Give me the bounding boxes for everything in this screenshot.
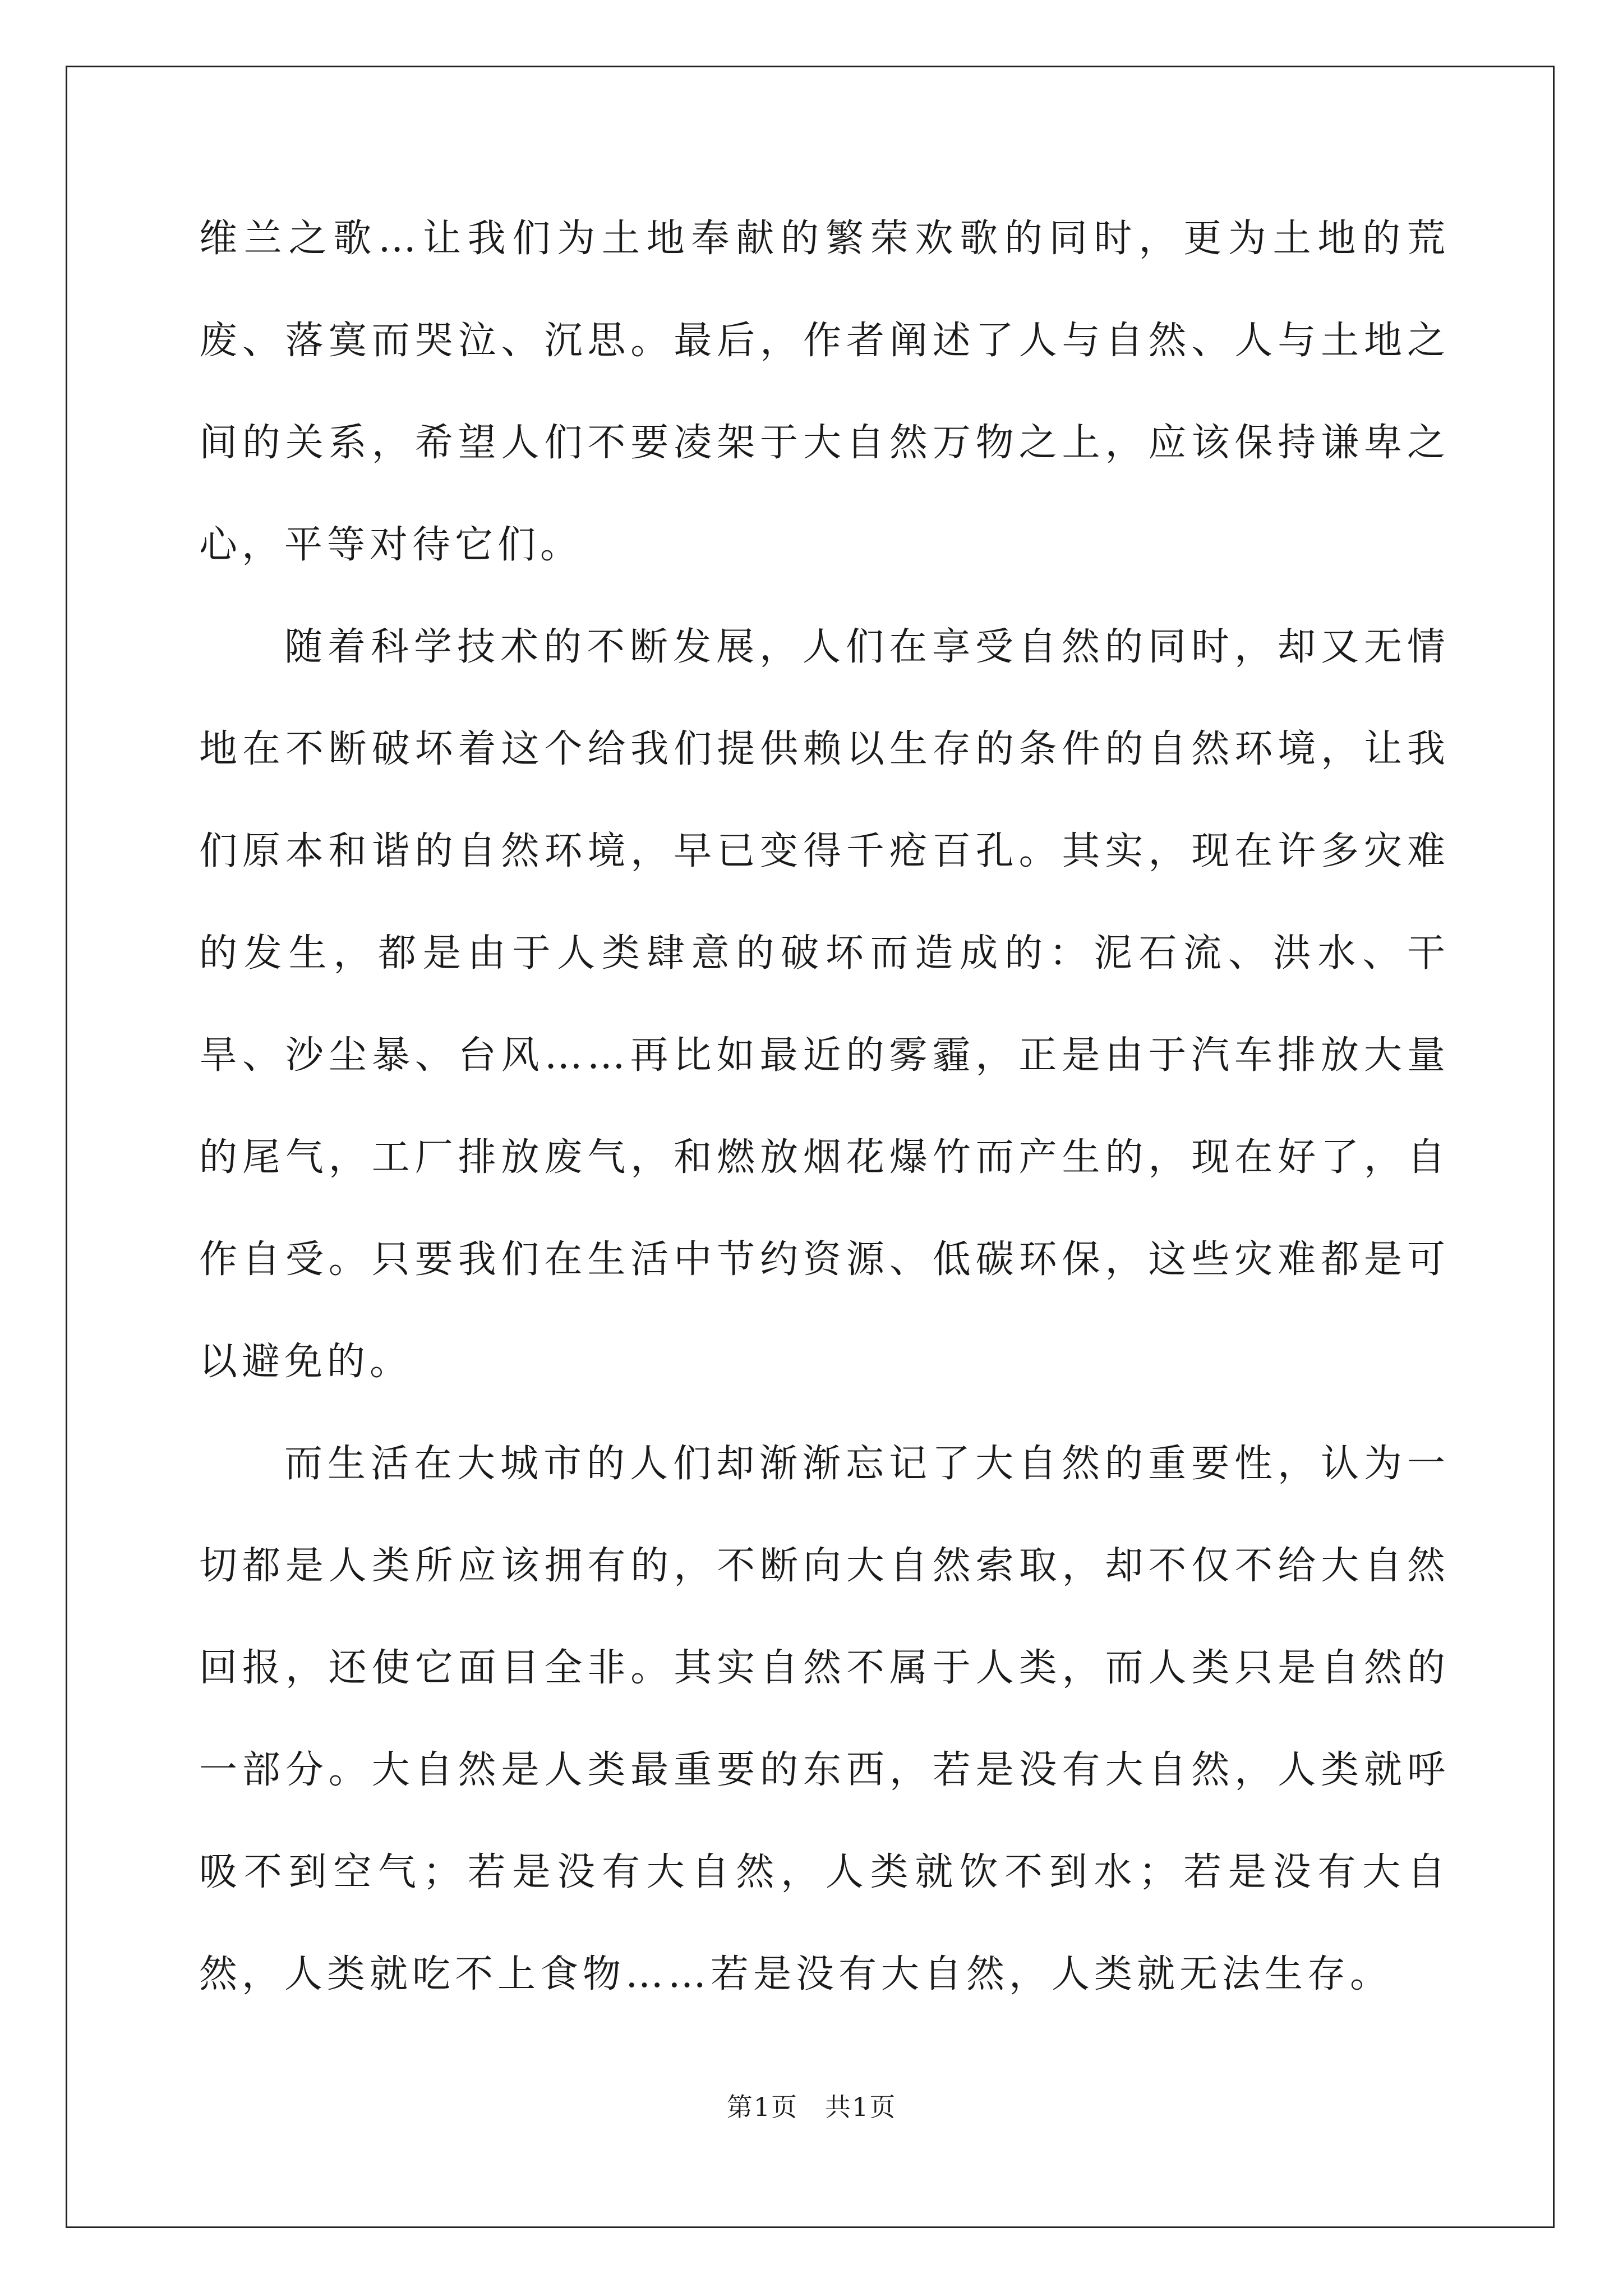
paragraph-2: 随着科学技术的不断发展，人们在享受自然的同时，却又无情地在不断破坏着这个给我们提供赖以生存的条件的自然环境，让我们原本和谐的自然环境，早已变得千疮百孔。其实，现在许多灾难的发生，都是由于人类肆意的破坏而造成的：泥石流、洪水、干旱、沙尘暴、台风……再比如最近的雾霾，正是由于汽车排放大量的尾气，工厂排放废气，和燃放烟花爆竹而产生的，现在好了，自作自受。只要我们在生活中节约资源、低碳环保，这些灾难都是可以避免的。 — [199, 625, 1450, 1384]
page-total: 共1页 — [825, 2092, 897, 2122]
page-footer — [0, 2090, 1623, 2124]
paragraph-3: 而生活在大城市的人们却渐渐忘记了大自然的重要性，认为一切都是人类所应该拥有的，不断向大自然索取，却不仅不给大自然回报，还使它面目全非。其实自然不属于人类，而人类只是自然的一部分。大自然是人类最重要的东西，若是没有大自然，人类就呼吸不到空气；若是没有大自然，人类就饮不到水；若是没有大自然，人类就吃不上食物……若是没有大自然，人类就无法生存。 — [199, 1442, 1450, 1996]
document-body — [199, 188, 1450, 2026]
page-number: 第1页 — [726, 2092, 798, 2122]
paragraph-1: 维兰之歌…让我们为土地奉献的繁荣欢歌的同时，更为土地的荒废、落寞而哭泣、沉思。最后，作者阐述了人与自然、人与土地之间的关系，希望人们不要凌架于大自然万物之上，应该保持谦卑之心，平等对待它们。 — [199, 217, 1450, 567]
